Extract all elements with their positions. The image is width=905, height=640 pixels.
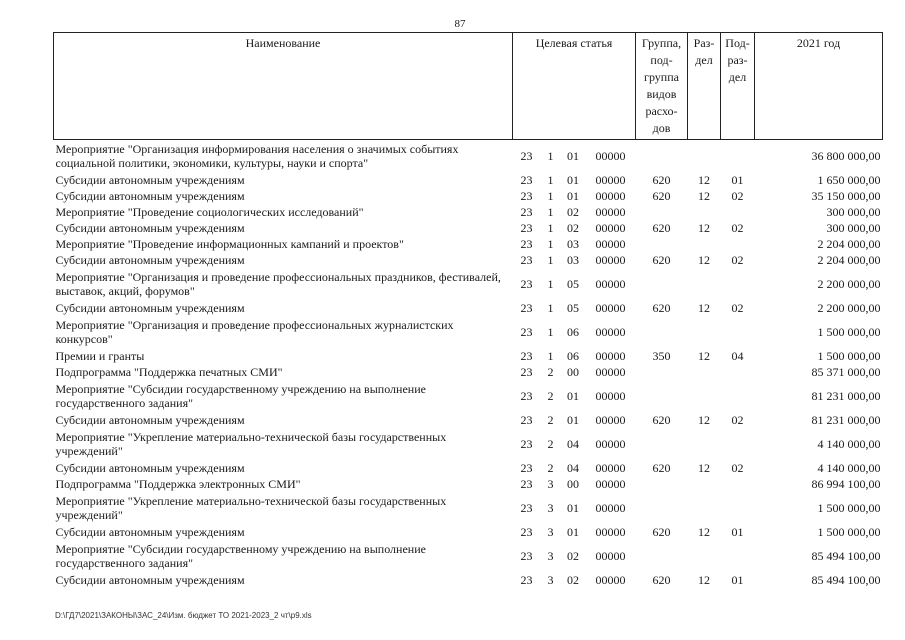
- row-group: [636, 428, 688, 460]
- row-name: Субсидии автономным учреждениям: [55, 188, 245, 203]
- row-group: 620: [652, 172, 671, 187]
- table-row: [54, 252, 883, 268]
- row-program: 23: [520, 348, 533, 363]
- header-section: Раз-дел: [688, 33, 721, 140]
- row-subsection: 02: [731, 252, 744, 267]
- row-subsection: [721, 268, 755, 300]
- row-direction: 00000: [595, 172, 626, 187]
- row-direction: 00000: [595, 252, 626, 267]
- row-subsection: [721, 492, 755, 524]
- row-direction: 00000: [595, 220, 626, 235]
- row-subprogram: 1: [547, 236, 554, 251]
- row-group: 620: [652, 412, 671, 427]
- header-row: [54, 33, 883, 140]
- row-subprogram: 2: [547, 412, 554, 427]
- row-group: 620: [652, 188, 671, 203]
- row-event: 01: [567, 388, 579, 403]
- row-subsection: [721, 364, 755, 380]
- row-direction: 00000: [595, 204, 626, 219]
- row-subprogram: 2: [547, 436, 554, 451]
- row-section: [688, 364, 721, 380]
- header-name: Наименование: [54, 33, 513, 140]
- row-amount: 300 000,00: [826, 220, 881, 235]
- table-row: [54, 140, 883, 172]
- row-section: [688, 380, 721, 412]
- row-program: 23: [520, 220, 533, 235]
- row-amount: 1 500 000,00: [817, 500, 881, 515]
- row-section: [688, 476, 721, 492]
- row-section: 12: [698, 460, 711, 475]
- row-event: 02: [567, 572, 579, 587]
- row-name: Мероприятие "Проведение информационных кампаний и проектов": [55, 236, 404, 251]
- row-group: 350: [652, 348, 671, 363]
- row-subsection: 02: [731, 220, 744, 235]
- row-name: Мероприятие "Проведение социологических исследований": [55, 204, 364, 219]
- row-amount: 4 140 000,00: [817, 460, 881, 475]
- row-name: Субсидии автономным учреждениям: [55, 572, 245, 587]
- row-event: 01: [567, 500, 579, 515]
- row-amount: 81 231 000,00: [811, 388, 881, 403]
- row-name: Мероприятие "Субсидии государственному учреждению на выполнение государственного задания": [55, 541, 426, 570]
- row-event: 00: [567, 364, 579, 379]
- row-direction: 00000: [595, 364, 626, 379]
- row-direction: 00000: [595, 412, 626, 427]
- row-subprogram: 1: [547, 188, 554, 203]
- row-name: Мероприятие "Организация и проведение профессиональных праздников, фестивалей, выставок, акций, форумов": [55, 269, 501, 298]
- table-row: [54, 348, 883, 364]
- row-amount: 2 204 000,00: [817, 236, 881, 251]
- row-subprogram: 3: [547, 572, 554, 587]
- row-program: 23: [520, 412, 533, 427]
- row-event: 03: [567, 236, 579, 251]
- row-direction: 00000: [595, 500, 626, 515]
- row-section: 12: [698, 412, 711, 427]
- row-subsection: [721, 236, 755, 252]
- row-subprogram: 3: [547, 548, 554, 563]
- row-name: Субсидии автономным учреждениям: [55, 460, 245, 475]
- row-event: 02: [567, 220, 579, 235]
- row-group: 620: [652, 300, 671, 315]
- row-direction: 00000: [595, 300, 626, 315]
- row-direction: 00000: [595, 324, 626, 339]
- row-direction: 00000: [595, 236, 626, 251]
- row-program: 23: [520, 204, 533, 219]
- row-name: Подпрограмма "Поддержка электронных СМИ": [55, 476, 301, 491]
- row-section: [688, 492, 721, 524]
- row-program: 23: [520, 388, 533, 403]
- row-direction: 00000: [595, 460, 626, 475]
- row-event: 01: [567, 148, 579, 163]
- row-program: 23: [520, 500, 533, 515]
- row-name: Субсидии автономным учреждениям: [55, 412, 245, 427]
- row-amount: 1 500 000,00: [817, 324, 881, 339]
- table-row: [54, 492, 883, 524]
- row-subprogram: 1: [547, 172, 554, 187]
- table-row: [54, 268, 883, 300]
- row-section: [688, 428, 721, 460]
- row-subprogram: 3: [547, 500, 554, 515]
- row-amount: 2 200 000,00: [817, 300, 881, 315]
- row-program: 23: [520, 300, 533, 315]
- row-section: 12: [698, 172, 711, 187]
- table-row: [54, 364, 883, 380]
- table-row: [54, 524, 883, 540]
- row-name: Подпрограмма "Поддержка печатных СМИ": [55, 364, 283, 379]
- row-name: Мероприятие "Организация и проведение профессиональных журналистских конкурсов": [55, 317, 454, 346]
- row-event: 06: [567, 324, 579, 339]
- row-subprogram: 1: [547, 204, 554, 219]
- row-subsection: [721, 428, 755, 460]
- row-name: Премии и гранты: [55, 348, 145, 363]
- table-row: [54, 220, 883, 236]
- table-row: [54, 460, 883, 476]
- row-section: 12: [698, 300, 711, 315]
- row-event: 01: [567, 524, 579, 539]
- row-event: 00: [567, 476, 579, 491]
- row-subprogram: 1: [547, 276, 554, 291]
- row-program: 23: [520, 252, 533, 267]
- table-row: [54, 172, 883, 188]
- row-program: 23: [520, 172, 533, 187]
- row-name: Мероприятие "Укрепление материально-технической базы государственных учреждений": [55, 493, 447, 522]
- row-group: [636, 380, 688, 412]
- row-section: 12: [698, 348, 711, 363]
- row-event: 06: [567, 348, 579, 363]
- row-program: 23: [520, 188, 533, 203]
- row-name: Субсидии автономным учреждениям: [55, 172, 245, 187]
- row-event: 04: [567, 436, 579, 451]
- row-program: 23: [520, 276, 533, 291]
- row-name: Субсидии автономным учреждениям: [55, 252, 245, 267]
- row-subprogram: 3: [547, 524, 554, 539]
- row-subsection: [721, 380, 755, 412]
- table-row: [54, 188, 883, 204]
- row-program: 23: [520, 436, 533, 451]
- header-group: Группа, под-группа видов расхо-дов: [636, 33, 688, 140]
- row-section: [688, 236, 721, 252]
- header-subsection: Под-раз-дел: [721, 33, 755, 140]
- row-group: [636, 492, 688, 524]
- table-row: [54, 300, 883, 316]
- header-year: 2021 год: [755, 33, 883, 140]
- row-program: 23: [520, 476, 533, 491]
- row-group: 620: [652, 220, 671, 235]
- row-subprogram: 1: [547, 348, 554, 363]
- row-amount: 85 371 000,00: [811, 364, 881, 379]
- row-direction: 00000: [595, 436, 626, 451]
- row-name: Субсидии автономным учреждениям: [55, 300, 245, 315]
- row-program: 23: [520, 460, 533, 475]
- row-subsection: 01: [731, 172, 744, 187]
- row-subsection: [721, 140, 755, 172]
- row-section: 12: [698, 572, 711, 587]
- row-direction: 00000: [595, 388, 626, 403]
- row-amount: 86 994 100,00: [811, 476, 881, 491]
- row-group: 620: [652, 460, 671, 475]
- row-subprogram: 1: [547, 324, 554, 339]
- row-subsection: 02: [731, 412, 744, 427]
- row-event: 02: [567, 204, 579, 219]
- row-subprogram: 1: [547, 220, 554, 235]
- row-direction: 00000: [595, 548, 626, 563]
- row-group: [636, 540, 688, 572]
- table-row: [54, 316, 883, 348]
- row-direction: 00000: [595, 348, 626, 363]
- row-section: 12: [698, 220, 711, 235]
- row-subprogram: 2: [547, 388, 554, 403]
- row-direction: 00000: [595, 476, 626, 491]
- row-name: Мероприятие "Субсидии государственному учреждению на выполнение государственного задания": [55, 381, 426, 410]
- row-name: Субсидии автономным учреждениям: [55, 524, 245, 539]
- row-name: Мероприятие "Организация информирования населения о значимых событиях социальной политики, экономики, культуры, науки и спорта": [55, 141, 459, 170]
- table-row: [54, 428, 883, 460]
- row-amount: 1 650 000,00: [817, 172, 881, 187]
- footer-file-path: D:\ГД7\2021\ЗАКОНЫ\ЗАС_24\Изм. бюджет ТО 2021-2023_2 чт\р9.xls: [55, 611, 312, 620]
- table-row: [54, 204, 883, 220]
- page-number: 87: [454, 18, 466, 30]
- row-amount: 2 200 000,00: [817, 276, 881, 291]
- row-program: 23: [520, 324, 533, 339]
- row-amount: 1 500 000,00: [817, 524, 881, 539]
- header-target-article: Целевая статья: [513, 33, 636, 140]
- row-subsection: 01: [731, 524, 744, 539]
- row-subsection: [721, 476, 755, 492]
- row-subsection: [721, 316, 755, 348]
- row-subsection: 01: [731, 572, 744, 587]
- row-group: [636, 476, 688, 492]
- row-amount: 2 204 000,00: [817, 252, 881, 267]
- row-event: 02: [567, 548, 579, 563]
- row-amount: 4 140 000,00: [817, 436, 881, 451]
- row-amount: 81 231 000,00: [811, 412, 881, 427]
- row-name: Мероприятие "Укрепление материально-технической базы государственных учреждений": [55, 429, 447, 458]
- row-subprogram: 2: [547, 364, 554, 379]
- row-amount: 1 500 000,00: [817, 348, 881, 363]
- row-subsection: 04: [731, 348, 744, 363]
- row-group: [636, 268, 688, 300]
- row-group: 620: [652, 524, 671, 539]
- row-section: 12: [698, 524, 711, 539]
- row-section: [688, 268, 721, 300]
- row-name: Субсидии автономным учреждениям: [55, 220, 245, 235]
- row-event: 05: [567, 276, 579, 291]
- row-amount: 36 800 000,00: [811, 148, 881, 163]
- row-direction: 00000: [595, 148, 626, 163]
- budget-table: [53, 32, 883, 588]
- row-event: 01: [567, 412, 579, 427]
- row-event: 01: [567, 188, 579, 203]
- row-section: [688, 204, 721, 220]
- row-subprogram: 1: [547, 148, 554, 163]
- table-row: [54, 412, 883, 428]
- row-section: 12: [698, 252, 711, 267]
- row-group: 620: [652, 572, 671, 587]
- row-event: 01: [567, 172, 579, 187]
- row-group: [636, 316, 688, 348]
- row-subsection: 02: [731, 300, 744, 315]
- row-section: [688, 140, 721, 172]
- row-program: 23: [520, 236, 533, 251]
- row-group: [636, 364, 688, 380]
- row-event: 04: [567, 460, 579, 475]
- row-subsection: 02: [731, 188, 744, 203]
- row-group: [636, 204, 688, 220]
- row-group: [636, 236, 688, 252]
- table-row: [54, 236, 883, 252]
- row-direction: 00000: [595, 276, 626, 291]
- row-program: 23: [520, 548, 533, 563]
- row-subprogram: 1: [547, 300, 554, 315]
- table-row: [54, 540, 883, 572]
- row-direction: 00000: [595, 188, 626, 203]
- row-program: 23: [520, 524, 533, 539]
- row-subprogram: 1: [547, 252, 554, 267]
- row-program: 23: [520, 148, 533, 163]
- row-amount: 300 000,00: [826, 204, 881, 219]
- row-section: 12: [698, 188, 711, 203]
- row-subsection: [721, 540, 755, 572]
- row-direction: 00000: [595, 524, 626, 539]
- row-amount: 85 494 100,00: [811, 572, 881, 587]
- row-program: 23: [520, 572, 533, 587]
- table-row: [54, 380, 883, 412]
- row-group: [636, 140, 688, 172]
- row-program: 23: [520, 364, 533, 379]
- row-event: 03: [567, 252, 579, 267]
- row-subsection: [721, 204, 755, 220]
- table-row: [54, 476, 883, 492]
- row-section: [688, 316, 721, 348]
- table-row: [54, 572, 883, 588]
- row-section: [688, 540, 721, 572]
- row-subsection: 02: [731, 460, 744, 475]
- row-amount: 85 494 100,00: [811, 548, 881, 563]
- row-direction: 00000: [595, 572, 626, 587]
- row-amount: 35 150 000,00: [811, 188, 881, 203]
- row-group: 620: [652, 252, 671, 267]
- row-subprogram: 3: [547, 476, 554, 491]
- row-event: 05: [567, 300, 579, 315]
- row-subprogram: 2: [547, 460, 554, 475]
